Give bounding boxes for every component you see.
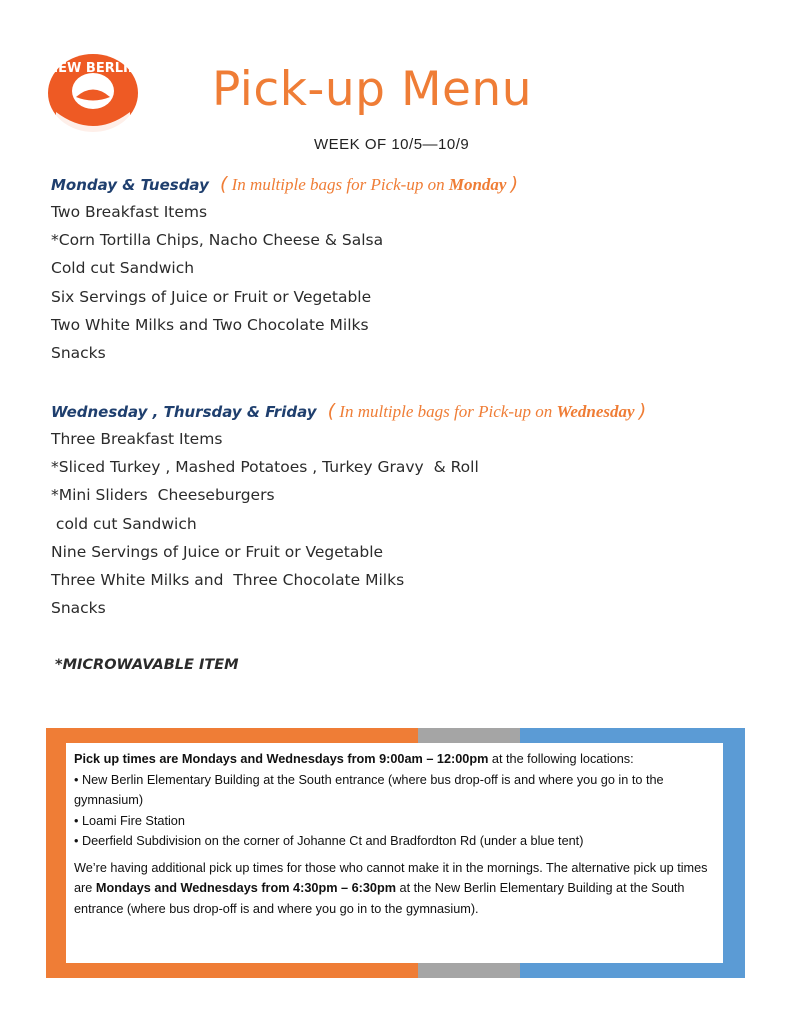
frame-right-blue: [723, 728, 745, 978]
new-berlin-logo-icon: [46, 52, 140, 134]
menu-item: Snacks: [51, 599, 106, 618]
section-pickup-note: [220, 175, 518, 194]
location-item: • New Berlin Elementary Building at the South entrance (where bus drop-off is and where you go in to the gymnasium): [74, 772, 664, 807]
frame-top-gray: [418, 728, 520, 743]
section-heading: [51, 170, 518, 198]
menu-item: cold cut Sandwich: [51, 514, 197, 533]
note-text: In multiple bags for Pick-up on: [231, 175, 445, 194]
note-open: (: [219, 173, 228, 195]
menu-item: Cold cut Sandwich: [51, 259, 195, 278]
menu-item: Two White Milks and Two Chocolate Milks: [51, 315, 369, 334]
note-close: ): [510, 173, 519, 195]
week-range: WEEK OF 10/5—10/9: [314, 136, 470, 153]
location-item: • Deerfield Subdivision on the corner of Johanne Ct and Bradfordton Rd (under a blue tent): [74, 834, 584, 848]
microwavable-footnote: *MICROWAVABLE ITEM: [55, 657, 239, 673]
page-title: Pick-up Menu: [212, 62, 532, 117]
menu-item: Snacks: [51, 343, 106, 362]
alternative-pickup-paragraph: [74, 858, 715, 920]
menu-item: Three White Milks and Three Chocolate Milks: [51, 570, 405, 589]
location-item: • Loami Fire Station: [74, 813, 185, 828]
alt-text-1: We’re having additional pick up times for those who cannot make it in the mornings. The alternative pick up times are: [74, 860, 708, 895]
pickup-times-rest: at the following locations:: [488, 752, 634, 766]
menu-item: Six Servings of Juice or Fruit or Vegetable: [51, 287, 372, 306]
section-heading: [51, 397, 646, 425]
alt-times-bold: Mondays and Wednesdays from 4:30pm – 6:30pm: [95, 881, 397, 895]
section-pickup-note: [328, 402, 647, 421]
pickup-times-bold: Pick up times are Mondays and Wednesdays from 9:00am – 12:00pm: [74, 752, 489, 766]
frame-top-blue: [520, 728, 745, 743]
section-days: Wednesday , Thursday & Friday: [51, 403, 317, 421]
menu-item: Two Breakfast Items: [51, 203, 208, 221]
frame-top-orange: [46, 728, 418, 743]
note-open: (: [327, 400, 336, 422]
menu-section-wed-fri: [51, 397, 646, 622]
logo-text: NEW BERLIN: [47, 61, 139, 76]
menu-item: Three Breakfast Items: [51, 430, 223, 448]
note-day: Wednesday: [556, 402, 635, 421]
note-text: In multiple bags for Pick-up on: [339, 402, 553, 421]
pickup-times-line: [74, 749, 715, 770]
menu-items-list: [51, 198, 518, 367]
menu-section-mon-tue: [51, 170, 518, 367]
menu-item: *Mini Sliders Cheeseburgers: [51, 486, 275, 505]
menu-items-list: [51, 425, 646, 622]
section-days: Monday & Tuesday: [51, 176, 209, 194]
note-day: Monday: [448, 175, 507, 194]
frame-bottom-gray: [418, 963, 520, 978]
menu-item: Nine Servings of Juice or Fruit or Vegetable: [51, 542, 384, 561]
note-close: ): [638, 400, 647, 422]
frame-bottom-orange: [46, 963, 418, 978]
pickup-info-box: [66, 743, 723, 963]
frame-bottom-blue: [520, 963, 745, 978]
alt-text-2: at the New Berlin Elementary Building at the South entrance (where bus drop-off is and where you go in to the gymnasium).: [74, 881, 685, 916]
frame-left-orange: [46, 728, 66, 978]
menu-item: *Sliced Turkey , Mashed Potatoes , Turkey Gravy & Roll: [51, 458, 479, 477]
menu-item: *Corn Tortilla Chips, Nacho Cheese & Salsa: [51, 231, 384, 250]
